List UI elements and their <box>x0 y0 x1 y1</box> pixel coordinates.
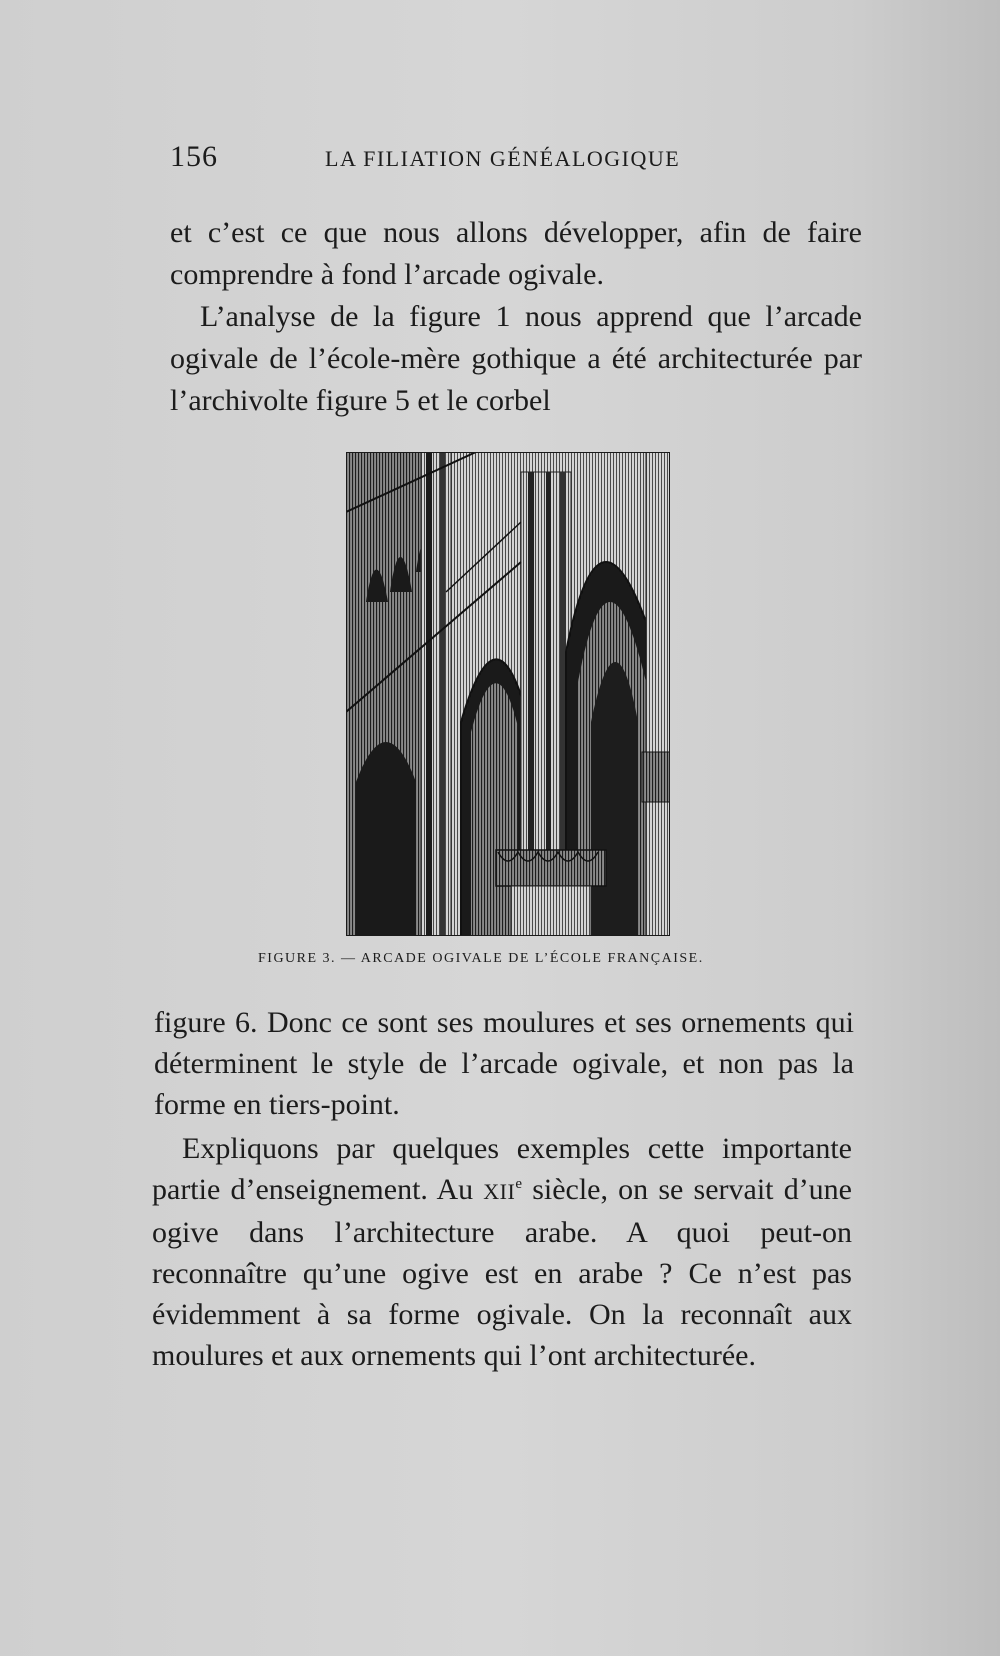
running-title: LA FILIATION GÉNÉALOGIQUE <box>325 146 681 171</box>
century-numeral: XII <box>483 1179 516 1204</box>
paragraph-4 <box>152 1128 852 1376</box>
gothic-arcade-engraving <box>346 452 670 936</box>
paragraph-4-part-b: siècle, on se servait d’une ogive dans l’architecture arabe. A quoi peut-on reconnaître qu’une ogive est en arabe ? Ce n’est pas évidemment à sa forme ogivale. On la reconnaît aux moulures et aux ornements qui l’ont architecturée. <box>152 1173 852 1372</box>
page-header <box>170 140 720 180</box>
paragraph-4-part-a: Expliquons par quelques exemples cette importante partie d’enseignement. Au <box>152 1132 852 1206</box>
paragraph-3: figure 6. Donc ce sont ses moulures et ses ornements qui déterminent le style de l’arcade ogivale, et non pas la forme en tiers-point. <box>154 1006 854 1121</box>
century-superscript: e <box>515 1176 523 1192</box>
figure-gothic-arcade <box>346 452 670 936</box>
paragraph-1: et c’est ce que nous allons développer, afin de faire comprendre à fond l’arcade ogivale. <box>170 216 862 291</box>
page-number: 156 <box>170 140 218 173</box>
paragraph-2: L’analyse de la figure 1 nous apprend que l’arcade ogivale de l’école-mère gothique a été architecturée par l’archivolte figure 5 et le corbel <box>170 300 862 417</box>
figure-caption: FIGURE 3. — ARCADE OGIVALE DE L’ÉCOLE FRANÇAISE. <box>258 951 704 966</box>
